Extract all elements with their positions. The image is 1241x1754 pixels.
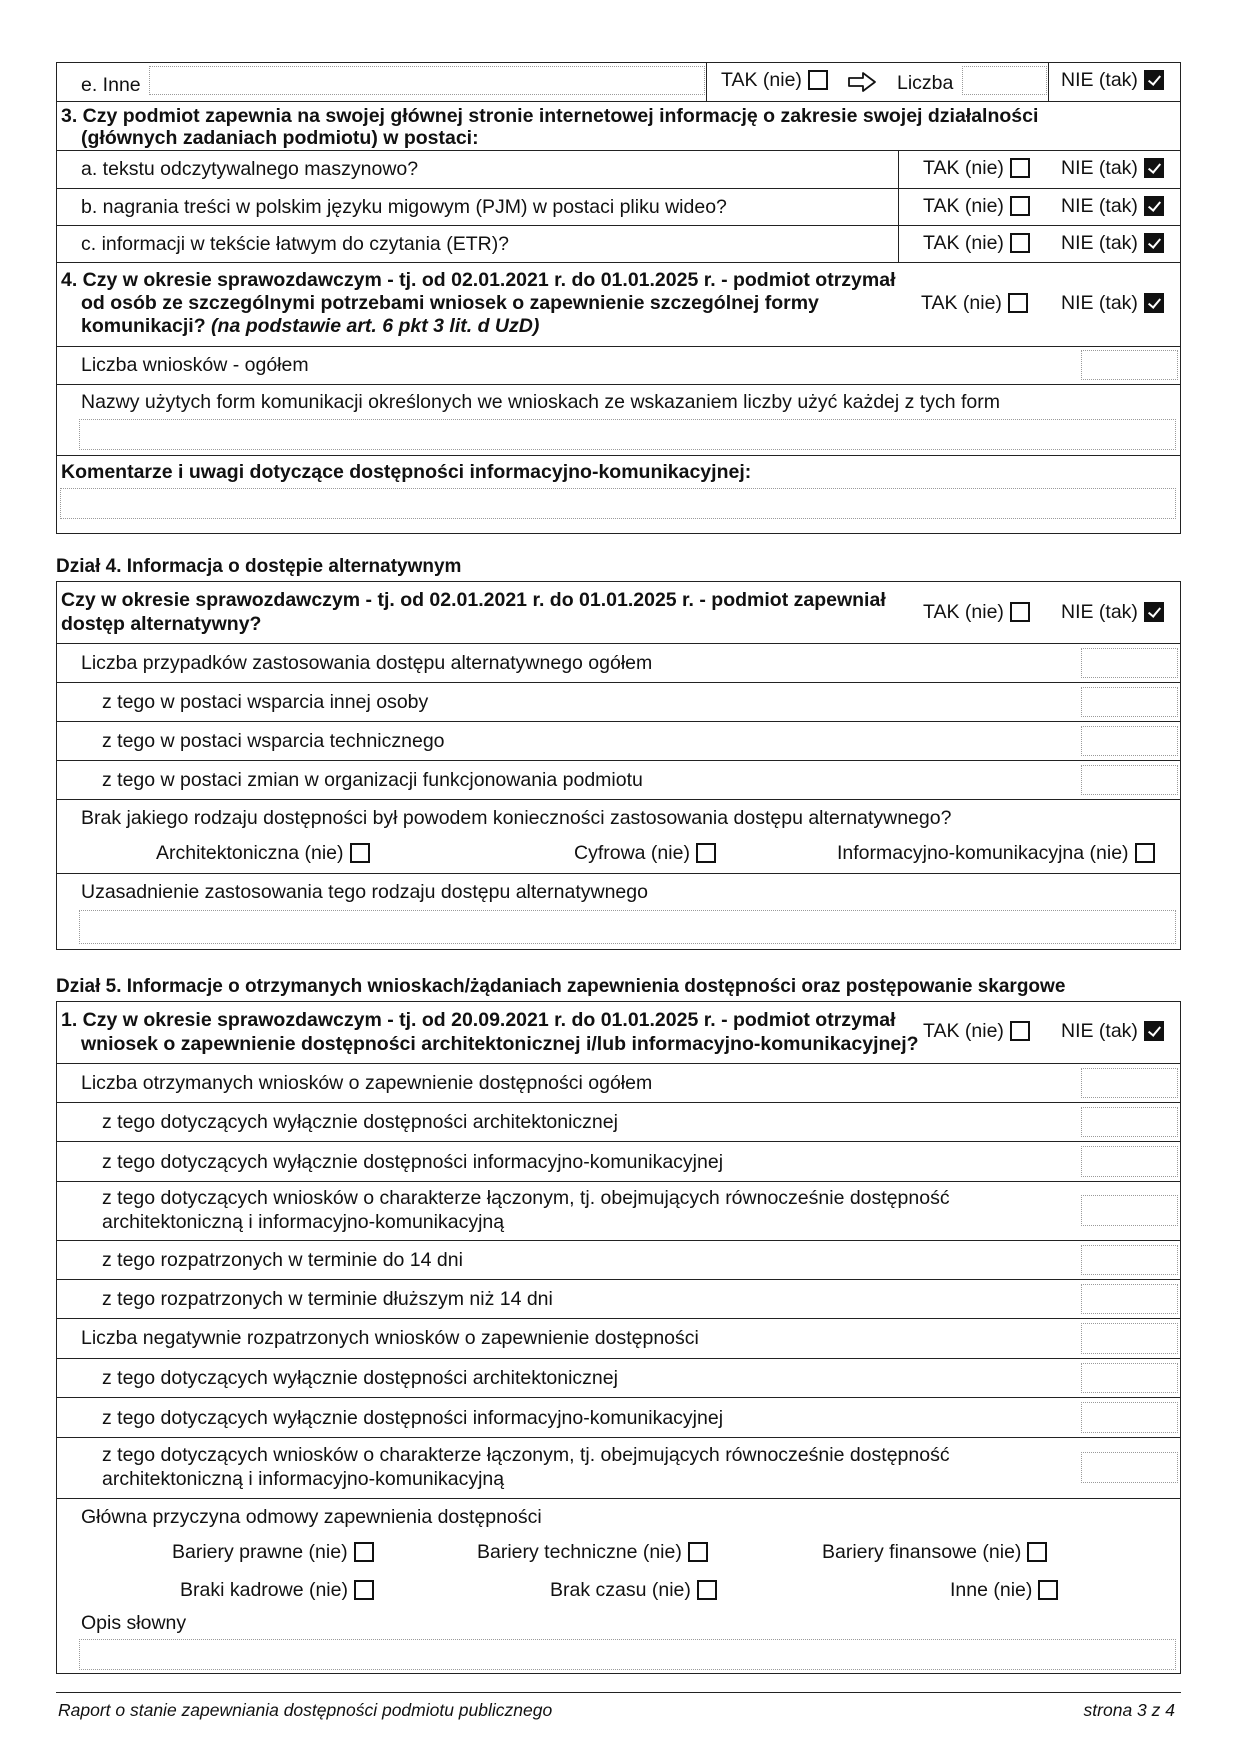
q4-count-field[interactable] — [1081, 350, 1178, 380]
q3c-row — [57, 225, 1180, 262]
sec4-r2-field[interactable] — [1081, 726, 1178, 756]
sec5-question-line2: wniosek o zapewnienie dostępności architektonicznej i/lub informacyjno-komunikacyjnej? — [81, 1033, 919, 1055]
section5-heading: Dział 5. Informacje o otrzymanych wnioskach/żądaniach zapewnienia dostępności oraz postępowanie skargowe — [56, 976, 1066, 997]
lack-arch-label: Architektoniczna (nie) — [156, 842, 344, 864]
q4-forms-field[interactable] — [79, 419, 1176, 450]
sec5-total-label: Liczba otrzymanych wniosków o zapewnienie dostępności ogółem — [81, 1072, 653, 1094]
lack-info-checkbox[interactable] — [1135, 843, 1155, 863]
sec4-question-line1: Czy w okresie sprawozdawczym - tj. od 02.01.2021 r. do 01.01.2025 r. - podmiot zapewniał — [61, 589, 886, 611]
sec5-neg-arch-row — [57, 1358, 1180, 1397]
lack-digital-option — [574, 842, 716, 865]
reason-legal-checkbox[interactable] — [354, 1542, 374, 1562]
sec4-r3-label: z tego w postaci zmian w organizacji funkcjonowania podmiotu — [102, 769, 643, 791]
sec4-justification-row — [57, 873, 1180, 948]
q3b-no-checkbox[interactable] — [1144, 196, 1164, 216]
q3a-no-checkbox[interactable] — [1144, 158, 1164, 178]
reason-time-label: Brak czasu (nie) — [550, 1579, 691, 1601]
q4-no-checkbox[interactable] — [1144, 293, 1164, 313]
reason-tech-option — [477, 1541, 708, 1564]
reason-staff-label: Braki kadrowe (nie) — [180, 1579, 348, 1601]
q4-title-line3 — [81, 315, 539, 337]
q4-no-option — [1061, 292, 1164, 315]
lack-info-label: Informacyjno-komunikacyjna (nie) — [837, 842, 1129, 864]
sec5-arch-label: z tego dotyczących wyłącznie dostępności architektonicznej — [102, 1111, 618, 1133]
sec4-justification-field[interactable] — [79, 910, 1176, 944]
lack-arch-option — [156, 842, 370, 865]
sec5-arch-field[interactable] — [1081, 1107, 1178, 1137]
q3c-label: c. informacji w tekście łatwym do czytania (ETR)? — [81, 233, 510, 255]
sec5-14days-field[interactable] — [1081, 1245, 1178, 1275]
comments-row — [57, 455, 1180, 523]
no-label: NIE (tak) — [1061, 69, 1138, 91]
sec5-combined-field[interactable] — [1081, 1195, 1178, 1226]
yes-label: TAK (nie) — [923, 195, 1004, 217]
q4-yes-option — [921, 292, 1028, 315]
other-yes-checkbox[interactable] — [808, 70, 828, 90]
reason-legal-option — [172, 1541, 374, 1564]
sec4-total-label: Liczba przypadków zastosowania dostępu alternatywnego ogółem — [81, 652, 653, 674]
sec5-combined-line1: z tego dotyczących wniosków o charakterze łączonym, tj. obejmujących równocześnie dostępność — [102, 1187, 950, 1209]
reason-fin-label: Bariery finansowe (nie) — [822, 1541, 1022, 1563]
q3b-label: b. nagrania treści w polskim języku migowym (PJM) w postaci pliku wideo? — [81, 196, 727, 218]
sec4-r3-field[interactable] — [1081, 765, 1178, 795]
sec5-neg-arch-field[interactable] — [1081, 1363, 1178, 1393]
q4-yes-checkbox[interactable] — [1008, 293, 1028, 313]
reason-other-label: Inne (nie) — [950, 1579, 1033, 1601]
row-other — [57, 63, 1180, 101]
q4-legal-basis: (na podstawie art. 6 pkt 3 lit. d UzD) — [211, 315, 540, 337]
accessibility-info-table — [56, 62, 1181, 534]
sec4-no-checkbox[interactable] — [1144, 602, 1164, 622]
sec5-neg-combined-field[interactable] — [1081, 1452, 1178, 1483]
q4-count-label: Liczba wniosków - ogółem — [81, 354, 309, 376]
sec5-14days-row — [57, 1240, 1180, 1279]
yes-label: TAK (nie) — [721, 69, 802, 91]
other-text-field[interactable] — [149, 66, 705, 95]
q3a-yes-option — [923, 157, 1030, 180]
reason-staff-option — [180, 1579, 374, 1602]
q3a-label: a. tekstu odczytywalnego maszynowo? — [81, 158, 419, 180]
sec4-yes-checkbox[interactable] — [1010, 602, 1030, 622]
q3c-yes-checkbox[interactable] — [1010, 233, 1030, 253]
q3a-no-option — [1061, 157, 1164, 180]
count-label: Liczba — [897, 72, 954, 94]
sec5-info-label: z tego dotyczących wyłącznie dostępności informacyjno-komunikacyjnej — [102, 1151, 724, 1173]
q4-title-line1: 4. Czy w okresie sprawozdawczym - tj. od 02.01.2021 r. do 01.01.2025 r. - podmiot otrzymał — [61, 269, 896, 291]
sec5-yes-option — [923, 1020, 1030, 1043]
sec4-question — [57, 582, 1180, 643]
reason-staff-checkbox[interactable] — [354, 1580, 374, 1600]
q3b-no-option — [1061, 195, 1164, 218]
comments-field[interactable] — [60, 488, 1176, 519]
description-label: Opis słowny — [81, 1612, 187, 1634]
sec4-yes-option — [923, 601, 1030, 624]
q4-forms-label: Nazwy użytych form komunikacji określonych we wnioskach ze wskazaniem liczby użyć każdej z tych form — [81, 391, 1000, 413]
no-label: NIE (tak) — [1061, 195, 1138, 217]
sec5-over14-field[interactable] — [1081, 1284, 1178, 1314]
q3-title-line2: (głównych zadaniach podmiotu) w postaci: — [81, 127, 479, 149]
q4-title-line2: od osób ze szczególnymi potrzebami wniosek o zapewnienie szczególnej formy — [81, 292, 819, 314]
sec4-r1-row — [57, 682, 1180, 721]
q3-header — [57, 101, 1180, 150]
footer-page-number: strona 3 z 4 — [1083, 1700, 1175, 1720]
sec5-info-field[interactable] — [1081, 1146, 1178, 1177]
yes-label: TAK (nie) — [921, 292, 1002, 314]
reason-time-checkbox[interactable] — [697, 1580, 717, 1600]
other-no-checkbox[interactable] — [1144, 70, 1164, 90]
lack-digital-checkbox[interactable] — [696, 843, 716, 863]
sec4-total-row — [57, 643, 1180, 682]
sec5-neg-arch-label: z tego dotyczących wyłącznie dostępności architektonicznej — [102, 1367, 618, 1389]
reason-fin-checkbox[interactable] — [1027, 1542, 1047, 1562]
sec4-question-line2: dostęp alternatywny? — [61, 613, 262, 635]
q4-header — [57, 262, 1180, 346]
sec5-combined-line2: architektoniczną i informacyjno-komunikacyjną — [102, 1211, 505, 1233]
yes-label: TAK (nie) — [923, 157, 1004, 179]
sec5-neg-info-row — [57, 1397, 1180, 1437]
sec5-negative-row — [57, 1318, 1180, 1358]
sec5-combined-row — [57, 1181, 1180, 1240]
other-count-field[interactable] — [962, 66, 1047, 95]
sec5-over14-label: z tego rozpatrzonych w terminie dłuższym niż 14 dni — [102, 1288, 553, 1310]
sec5-question — [57, 1002, 1180, 1063]
q4-title-line3-text: komunikacji? — [81, 315, 206, 337]
sec4-r1-field[interactable] — [1081, 687, 1178, 717]
sec5-negative-field[interactable] — [1081, 1323, 1178, 1354]
reason-tech-checkbox[interactable] — [688, 1542, 708, 1562]
sec4-r3-row — [57, 760, 1180, 799]
sec5-info-row — [57, 1141, 1180, 1181]
footer-report-title: Raport o stanie zapewniania dostępności podmiotu publicznego — [58, 1700, 553, 1720]
yes-label: TAK (nie) — [923, 1020, 1004, 1042]
footer-divider — [56, 1692, 1181, 1693]
sec5-neg-combined-line1: z tego dotyczących wniosków o charakterze łączonym, tj. obejmujących równocześnie dostępność — [102, 1444, 950, 1466]
yes-label: TAK (nie) — [923, 601, 1004, 623]
sec5-neg-combined-row — [57, 1437, 1180, 1498]
sec5-question-line1: 1. Czy w okresie sprawozdawczym - tj. od 20.09.2021 r. do 01.01.2025 r. - podmiot otrzymał — [61, 1009, 896, 1031]
sec4-r2-label: z tego w postaci wsparcia technicznego — [102, 730, 445, 752]
sec4-lack-question: Brak jakiego rodzaju dostępności był powodem konieczności zastosowania dostępu alternatywnego? — [81, 807, 952, 829]
sec5-14days-label: z tego rozpatrzonych w terminie do 14 dni — [102, 1249, 463, 1271]
description-field[interactable] — [79, 1639, 1176, 1670]
reason-fin-option — [822, 1541, 1047, 1564]
sec5-reason-row — [57, 1498, 1180, 1671]
sec5-neg-combined-line2: architektoniczną i informacyjno-komunikacyjną — [102, 1468, 505, 1490]
q3b-yes-option — [923, 195, 1030, 218]
yes-label: TAK (nie) — [923, 232, 1004, 254]
reason-legal-label: Bariery prawne (nie) — [172, 1541, 348, 1563]
sec5-total-field[interactable] — [1081, 1068, 1178, 1098]
sec5-neg-info-field[interactable] — [1081, 1402, 1178, 1433]
section4-heading: Dział 4. Informacja o dostępie alternatywnym — [56, 556, 462, 577]
reason-other-checkbox[interactable] — [1038, 1580, 1058, 1600]
q3b-row — [57, 188, 1180, 225]
sec4-r2-row — [57, 721, 1180, 760]
comments-label: Komentarze i uwagi dotyczące dostępności informacyjno-komunikacyjnej: — [61, 461, 752, 483]
q3b-yes-checkbox[interactable] — [1010, 196, 1030, 216]
arrow-right-icon — [847, 71, 877, 93]
row-other-label: e. Inne — [81, 74, 141, 96]
q3c-yes-option — [923, 232, 1030, 255]
q4-count-row — [57, 346, 1180, 384]
sec5-over14-row — [57, 1279, 1180, 1318]
reason-tech-label: Bariery techniczne (nie) — [477, 1541, 682, 1563]
no-label: NIE (tak) — [1061, 1020, 1138, 1042]
no-label: NIE (tak) — [1061, 601, 1138, 623]
sec5-reason-label: Główna przyczyna odmowy zapewnienia dostępności — [81, 1506, 542, 1528]
sec5-total-row — [57, 1063, 1180, 1102]
lack-digital-label: Cyfrowa (nie) — [574, 842, 690, 864]
sec4-r1-label: z tego w postaci wsparcia innej osoby — [102, 691, 429, 713]
sec5-arch-row — [57, 1102, 1180, 1141]
sec5-negative-label: Liczba negatywnie rozpatrzonych wniosków o zapewnienie dostępności — [81, 1327, 699, 1349]
requests-table — [56, 1001, 1181, 1674]
q3a-yes-checkbox[interactable] — [1010, 158, 1030, 178]
sec5-neg-info-label: z tego dotyczących wyłącznie dostępności informacyjno-komunikacyjnej — [102, 1407, 724, 1429]
sec5-yes-checkbox[interactable] — [1010, 1021, 1030, 1041]
q3c-no-option — [1061, 232, 1164, 255]
q4-forms-row — [57, 384, 1180, 455]
q3a-row — [57, 150, 1180, 188]
sec5-no-option — [1061, 1020, 1164, 1043]
no-label: NIE (tak) — [1061, 292, 1138, 314]
q3-title-line1: 3. Czy podmiot zapewnia na swojej głównej stronie internetowej informację o zakresie swojej działalności — [61, 105, 1039, 127]
q3c-no-checkbox[interactable] — [1144, 233, 1164, 253]
lack-info-option — [837, 842, 1155, 865]
other-yes-option — [721, 69, 828, 92]
sec5-no-checkbox[interactable] — [1144, 1021, 1164, 1041]
sec4-no-option — [1061, 601, 1164, 624]
reason-other-option — [950, 1579, 1058, 1602]
lack-arch-checkbox[interactable] — [350, 843, 370, 863]
no-label: NIE (tak) — [1061, 232, 1138, 254]
sec4-lack-row — [57, 799, 1180, 873]
sec4-total-field[interactable] — [1081, 648, 1178, 678]
sec4-justification-label: Uzasadnienie zastosowania tego rodzaju dostępu alternatywnego — [81, 881, 648, 903]
reason-time-option — [550, 1579, 717, 1602]
alternative-access-table — [56, 581, 1181, 950]
no-label: NIE (tak) — [1061, 157, 1138, 179]
other-no-option — [1061, 69, 1164, 92]
